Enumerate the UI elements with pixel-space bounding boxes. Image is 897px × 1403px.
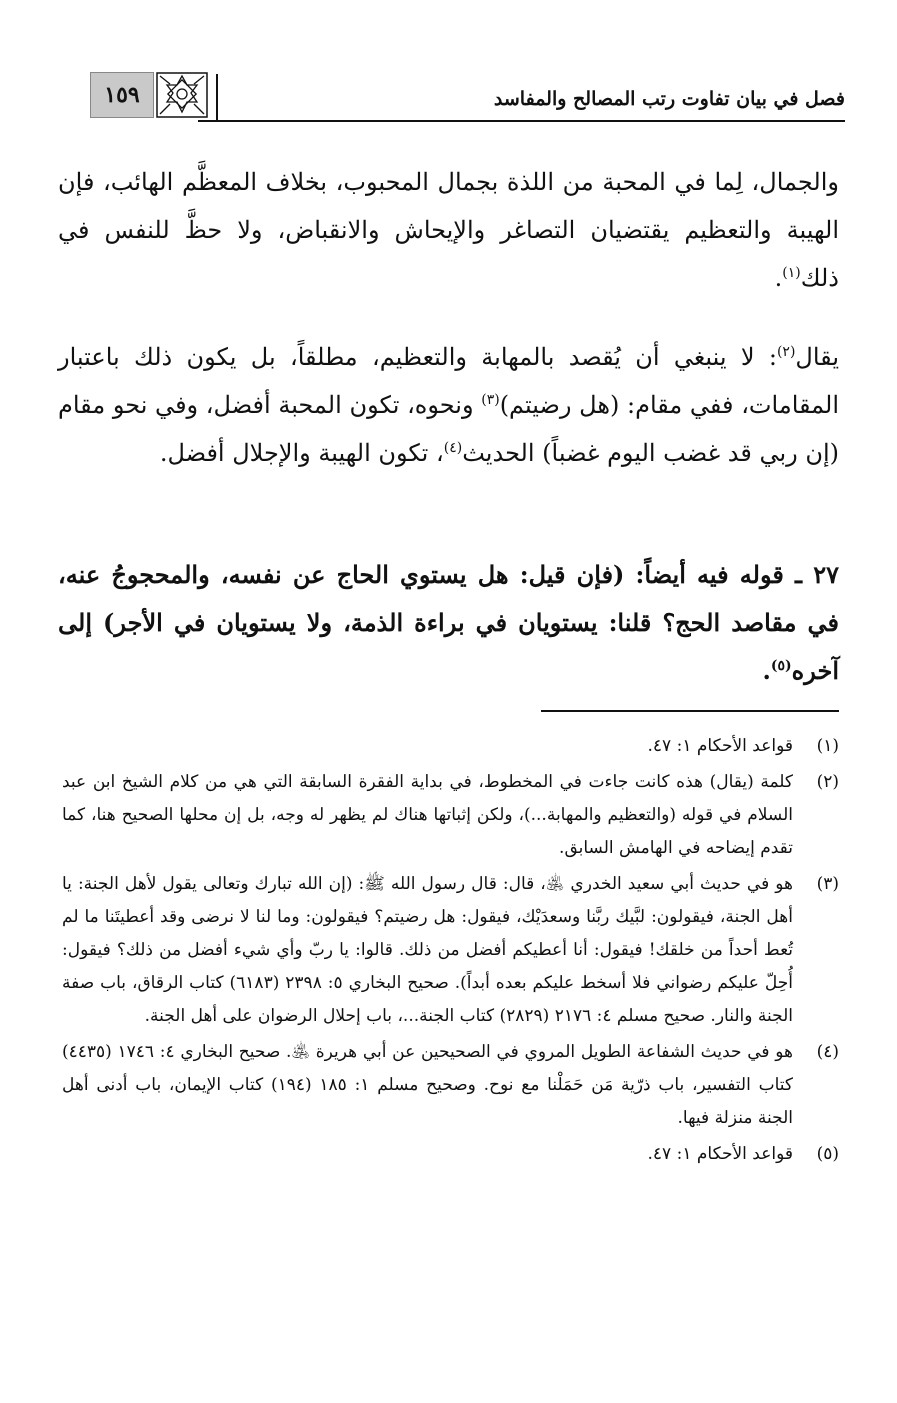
paragraph-tail: . [762, 656, 771, 685]
paragraph-3 [58, 551, 839, 695]
paragraph-1 [58, 158, 839, 302]
footnote-ref[interactable]: (٥) [770, 658, 792, 674]
paragraph-text: : لا ينبغي أن يُقصد بالمهابة والتعظيم، مطلقاً، بل يكون ذلك باعتبار المقامات، ففي مقام: (هل رضيتم) [58, 343, 840, 419]
footnote-ref[interactable]: (٢) [776, 344, 796, 360]
paragraph-lead: يقال [795, 343, 839, 371]
paragraph-tail: . [774, 264, 783, 292]
footnote-ref[interactable]: (٤) [443, 440, 463, 456]
footnote-text: هو في حديث الشفاعة الطويل المروي في الصحيحين عن أبي هريرة ﵁. صحيح البخاري ٤: ١٧٤٦ (٤٤٣٥) كتاب التفسير، باب ذرّية مَن حَمَلْنا مع نوح. وصحيح مسلم ١: ١٨٥ (١٩٤) كتاب الإيمان، باب أدنى أهل الجنة منزلة فيها. [62, 1042, 793, 1128]
footnote-2 [62, 766, 839, 865]
chapter-title: فصل في بيان تفاوت رتب المصالح والمفاسد [493, 88, 845, 110]
footnote-5 [62, 1138, 839, 1171]
footnote-text: هو في حديث أبي سعيد الخدري ﵁، قال: قال رسول الله ﷺ: (إن الله تبارك وتعالى يقول لأهل الجنة: يا أهل الجنة، فيقولون: لبَّيك ربَّنا وسعدَيْك، فيقول: هل رضيتم؟ فيقولون: وما لنا لا نرضى وقد أعطيتَنا ما لم تُعط أحداً من خلقك! فيقول: أنا أعطيكم أفضل من ذلك. قالوا: يا ربّ وأي شيء أفضل من ذلك؟ فيقول: أُحِلّ عليكم رضواني فلا أسخط عليكم بعده أبداً). صحيح البخاري ٥: ٢٣٩٨ (٦١٨٣) كتاب الرقاق، باب صفة الجنة والنار. صحيح مسلم ٤: ٢١٧٦ (٢٨٢٩) كتاب الجنة...، باب إحلال الرضوان على أهل الجنة. [62, 874, 793, 1026]
footnote-ref[interactable]: (١) [782, 265, 801, 281]
footnote-1 [62, 730, 839, 763]
paragraph-text: ٢٧ ـ قوله فيه أيضاً: (فإن قيل: هل يستوي الحاج عن نفسه، والمحجوجُ عنه، في مقاصد الحج؟ قلنا: يستويان في براءة الذمة، ولا يستويان في الأجر) إلى آخره [58, 560, 839, 685]
footnote-text: قواعد الأحكام ١: ٤٧. [647, 736, 793, 756]
footnote-number: (٥) [816, 1144, 839, 1164]
paragraph-text: ونحوه، تكون المحبة أفضل، وفي نحو مقام (إن ربي قد غضب اليوم غضباً) الحديث [58, 391, 839, 467]
running-header [90, 70, 845, 128]
footnote-number: (٤) [816, 1042, 839, 1062]
header-rule [198, 120, 845, 122]
geometric-star-ornament-icon [156, 72, 208, 118]
paragraph-text: والجمال، لِما في المحبة من اللذة بجمال المحبوب، بخلاف المعظَّم الهائب، فإن الهيبة والتعظيم يقتضيان التصاغر والإيحاش والانقباض، ولا حظَّ للنفس في ذلك [58, 168, 839, 292]
footnote-4 [62, 1036, 839, 1135]
paragraph-2 [58, 333, 839, 477]
footnote-text: كلمة (يقال) هذه كانت جاءت في المخطوط، في بداية الفقرة السابقة التي هي من كلام الشيخ ابن عبد السلام في قوله (والتعظيم والمهابة...)، ولكن إثباتها هناك لم يظهر له وجه، بل إن محلها الصحيح هنا، كما تقدم إيضاحه في الهامش السابق. [62, 772, 793, 858]
page-number: ١٥٩ [90, 72, 154, 118]
footnote-number: (٢) [816, 772, 839, 792]
footnote-number: (١) [816, 736, 839, 756]
footnote-3 [62, 868, 839, 1033]
paragraph-text: ، تكون الهيبة والإجلال أفضل. [159, 439, 444, 467]
footnote-ref[interactable]: (٣) [481, 392, 500, 408]
footnote-text: قواعد الأحكام ١: ٤٧. [647, 1144, 793, 1164]
footnotes [62, 730, 839, 1174]
footnote-separator [541, 710, 839, 712]
footnote-number: (٣) [816, 874, 839, 894]
header-separator [216, 74, 218, 120]
